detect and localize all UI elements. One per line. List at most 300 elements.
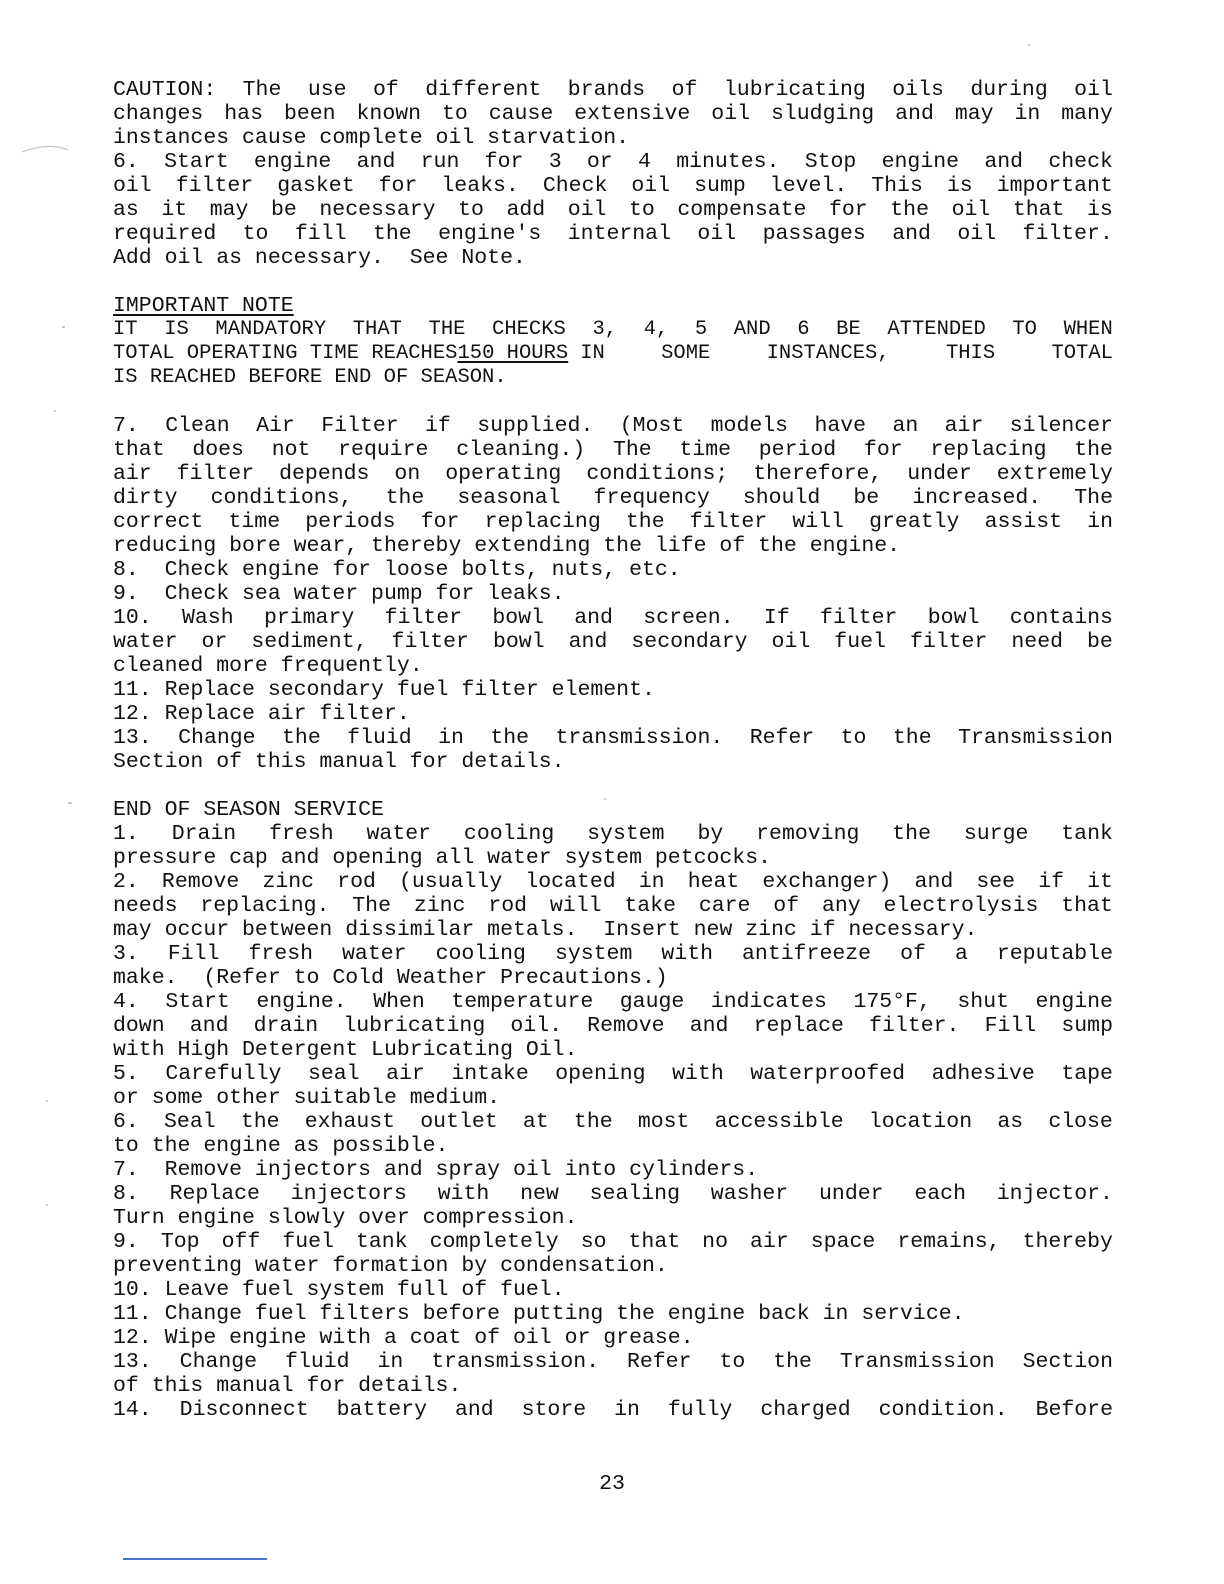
word: sludging bbox=[770, 102, 875, 126]
word: contains bbox=[1009, 606, 1113, 630]
word: Before bbox=[1035, 1398, 1113, 1422]
eos-step9-line-2: preventing water formation by condensation. bbox=[113, 1254, 668, 1278]
word: sump bbox=[694, 174, 746, 198]
word: IT bbox=[113, 318, 138, 341]
word: tank bbox=[1061, 822, 1113, 846]
word: new bbox=[520, 1182, 559, 1206]
word: if bbox=[1038, 870, 1065, 894]
eos-step1-line-2: pressure cap and opening all water system petcocks. bbox=[113, 846, 772, 870]
word: (usually bbox=[399, 870, 503, 894]
word: TO bbox=[1012, 318, 1037, 341]
word: be bbox=[853, 486, 880, 510]
eos-step6-line-1 bbox=[113, 1110, 1113, 1134]
word: electrolysis bbox=[883, 894, 1039, 918]
word: fresh bbox=[269, 822, 334, 846]
word: engine bbox=[881, 150, 960, 174]
word: SOME bbox=[661, 342, 711, 365]
word: Section bbox=[1022, 1350, 1113, 1374]
word: under bbox=[907, 462, 972, 486]
word: 2. bbox=[113, 870, 139, 894]
word: the bbox=[892, 726, 932, 750]
word: store bbox=[521, 1398, 587, 1422]
word: oils bbox=[892, 78, 944, 102]
eos-step2-line-2 bbox=[113, 894, 1113, 918]
word: needs bbox=[113, 894, 178, 918]
eos-step5-line-2: or some other suitable medium. bbox=[113, 1086, 501, 1110]
word: battery bbox=[336, 1398, 427, 1422]
word: for bbox=[420, 510, 460, 534]
word: off bbox=[221, 1230, 261, 1254]
word: and bbox=[895, 102, 934, 126]
step10-line-2 bbox=[113, 630, 1113, 654]
word: filter bbox=[176, 462, 255, 486]
word: gauge bbox=[619, 990, 685, 1014]
word: location bbox=[868, 1110, 973, 1134]
word: conditions; bbox=[586, 462, 729, 486]
word: BE bbox=[836, 318, 861, 341]
word: by bbox=[697, 822, 724, 846]
word: greatly bbox=[869, 510, 960, 534]
important-note-line-2-start: TOTAL OPERATING TIME REACHES bbox=[113, 342, 458, 365]
step10-line-3: cleaned more frequently. bbox=[113, 654, 423, 678]
word: the bbox=[240, 1110, 280, 1134]
eos-step3-line-2: make. (Refer to Cold Weather Precautions.) bbox=[113, 966, 668, 990]
word: Top bbox=[160, 1230, 200, 1254]
word: supplied. bbox=[477, 414, 594, 438]
word: filter. bbox=[1022, 222, 1113, 246]
scan-speck bbox=[46, 1204, 48, 1206]
caution-line-2 bbox=[113, 102, 1113, 126]
eos-step13-line-1 bbox=[113, 1350, 1113, 1374]
word: heat bbox=[687, 870, 740, 894]
word: the bbox=[490, 726, 530, 750]
word: the bbox=[573, 1110, 613, 1134]
word: air bbox=[386, 1062, 425, 1086]
word: filter bbox=[384, 606, 463, 630]
word: in bbox=[1014, 102, 1041, 126]
word: Remove bbox=[587, 1014, 665, 1038]
word: been bbox=[283, 102, 336, 126]
word: exchanger) bbox=[762, 870, 892, 894]
word: antifreeze bbox=[742, 942, 872, 966]
scan-speck bbox=[604, 798, 606, 800]
word: (Most bbox=[619, 414, 685, 438]
scan-speck bbox=[68, 802, 72, 804]
word: and bbox=[568, 630, 608, 654]
word: seasonal bbox=[457, 486, 561, 510]
word: adhesive bbox=[931, 1062, 1035, 1086]
word: important bbox=[996, 174, 1113, 198]
word: replacing. bbox=[200, 894, 330, 918]
word: add bbox=[506, 198, 546, 222]
word: Wash bbox=[182, 606, 234, 630]
word: space bbox=[810, 1230, 876, 1254]
word: Replace bbox=[169, 1182, 260, 1206]
word: Refer bbox=[749, 726, 815, 750]
word: filter bbox=[175, 174, 254, 198]
word: for bbox=[829, 198, 868, 222]
word: on bbox=[394, 462, 421, 486]
word: IN bbox=[580, 342, 605, 365]
word: 7. bbox=[113, 414, 139, 438]
word: temperature bbox=[451, 990, 594, 1014]
word: screen. bbox=[643, 606, 734, 630]
word: with bbox=[437, 1182, 490, 1206]
word: cleaning.) bbox=[456, 438, 586, 462]
word: Refer bbox=[626, 1350, 692, 1374]
word: fuel bbox=[282, 1230, 334, 1254]
step12-line: 12. Replace air filter. bbox=[113, 702, 410, 726]
word: exhaust bbox=[304, 1110, 396, 1134]
word: extensive bbox=[574, 102, 691, 126]
word: If bbox=[763, 606, 790, 630]
word: This bbox=[871, 174, 923, 198]
step7-line-6: reducing bore wear, thereby extending the life of the engine. bbox=[113, 534, 901, 558]
word: INSTANCES, bbox=[766, 342, 890, 365]
word: period bbox=[758, 438, 837, 462]
word: internal bbox=[567, 222, 671, 246]
word: and bbox=[454, 1398, 494, 1422]
important-note-hours: 150 HOURS bbox=[457, 342, 569, 365]
word: gasket bbox=[277, 174, 355, 198]
step6-line-3 bbox=[113, 198, 1113, 222]
word: Transmission bbox=[958, 726, 1113, 750]
word: fuel bbox=[834, 630, 886, 654]
word: or bbox=[586, 150, 613, 174]
word: injectors bbox=[290, 1182, 407, 1206]
word: of bbox=[671, 78, 698, 102]
eos-step8-line-2: Turn engine slowly over compression. bbox=[113, 1206, 578, 1230]
word: TOTAL bbox=[1051, 342, 1113, 365]
word: WHEN bbox=[1063, 318, 1113, 341]
word: changes bbox=[113, 102, 204, 126]
step7-line-5 bbox=[113, 510, 1113, 534]
word: rod bbox=[337, 870, 376, 894]
word: time bbox=[228, 510, 281, 534]
word: models bbox=[710, 414, 789, 438]
word: 14. bbox=[113, 1398, 152, 1422]
word: and bbox=[914, 870, 954, 894]
word: seal bbox=[307, 1062, 360, 1086]
word: to bbox=[242, 222, 269, 246]
word: cooling bbox=[435, 942, 526, 966]
word: 6 bbox=[797, 318, 810, 341]
word: the bbox=[1074, 438, 1113, 462]
word: air bbox=[113, 462, 152, 486]
eos-step11-line: 11. Change fuel filters before putting the engine back in service. bbox=[113, 1302, 965, 1326]
word: oil bbox=[711, 102, 751, 126]
word: Filter bbox=[321, 414, 399, 438]
word: the bbox=[625, 510, 665, 534]
word: replacing bbox=[484, 510, 601, 534]
word: bowl bbox=[492, 606, 544, 630]
word: that bbox=[113, 438, 165, 462]
word: 175°F, bbox=[853, 990, 931, 1014]
word: filter bbox=[909, 630, 988, 654]
word: sealing bbox=[589, 1182, 680, 1206]
word: known bbox=[356, 102, 422, 126]
word: Seal bbox=[164, 1110, 216, 1134]
word: during bbox=[970, 78, 1048, 102]
word: fluid bbox=[285, 1350, 350, 1374]
word: sediment, bbox=[251, 630, 368, 654]
word: 6. bbox=[113, 150, 139, 174]
word: so bbox=[580, 1230, 607, 1254]
word: drain bbox=[253, 1014, 319, 1038]
word: that bbox=[1012, 198, 1065, 222]
word: thereby bbox=[1022, 1230, 1113, 1254]
step7-line-3 bbox=[113, 462, 1113, 486]
word: the bbox=[892, 822, 931, 846]
word: washer bbox=[710, 1182, 789, 1206]
word: should bbox=[742, 486, 821, 510]
eos-step8-line-1 bbox=[113, 1182, 1113, 1206]
important-note-line-3: IS REACHED BEFORE END OF SEASON. bbox=[113, 366, 507, 389]
important-note-heading bbox=[113, 294, 1113, 318]
eos-step4-line-3: with High Detergent Lubricating Oil. bbox=[113, 1038, 578, 1062]
word: run bbox=[420, 150, 460, 174]
word: a bbox=[954, 942, 968, 966]
word: The bbox=[242, 78, 282, 102]
word: shut bbox=[957, 990, 1009, 1014]
word: Start bbox=[164, 150, 229, 174]
word: waterproofed bbox=[750, 1062, 906, 1086]
important-note-title: IMPORTANT NOTE bbox=[113, 294, 294, 318]
eos-step4-line-1 bbox=[113, 990, 1113, 1014]
word: oil bbox=[1074, 78, 1113, 102]
word: oil bbox=[957, 222, 997, 246]
word: necessary bbox=[319, 198, 436, 222]
word: therefore, bbox=[753, 462, 883, 486]
word: 10. bbox=[113, 606, 152, 630]
word: care bbox=[698, 894, 751, 918]
word: sump bbox=[1061, 1014, 1113, 1038]
word: different bbox=[425, 78, 542, 102]
word: oil bbox=[771, 630, 811, 654]
caution-line-3: instances cause complete oil starvation. bbox=[113, 126, 630, 150]
word: time bbox=[679, 438, 732, 462]
word: removing bbox=[756, 822, 860, 846]
word: fully bbox=[667, 1398, 733, 1422]
word: of bbox=[773, 894, 800, 918]
word: bowl bbox=[927, 606, 980, 630]
word: may bbox=[954, 102, 994, 126]
word: Remove bbox=[161, 870, 240, 894]
word: any bbox=[821, 894, 861, 918]
word: Stop bbox=[804, 150, 857, 174]
word: need bbox=[1011, 630, 1063, 654]
word: filter. bbox=[869, 1014, 960, 1038]
word: that bbox=[628, 1230, 681, 1254]
word: surge bbox=[963, 822, 1029, 846]
end-of-season-heading: END OF SEASON SERVICE bbox=[113, 798, 384, 822]
word: 13. bbox=[113, 1350, 152, 1374]
word: the bbox=[773, 1350, 812, 1374]
word: primary bbox=[263, 606, 355, 630]
word: reputable bbox=[996, 942, 1113, 966]
word: rod bbox=[488, 894, 528, 918]
word: 5 bbox=[694, 318, 708, 341]
word: to bbox=[458, 198, 484, 222]
word: tape bbox=[1061, 1062, 1113, 1086]
word: oil bbox=[631, 174, 671, 198]
step13-line-2: Section of this manual for details. bbox=[113, 750, 565, 774]
eos-step12-line: 12. Wipe engine with a coat of oil or grease. bbox=[113, 1326, 694, 1350]
step6-line-5: Add oil as necessary. See Note. bbox=[113, 246, 526, 270]
word: passages bbox=[762, 222, 866, 246]
word: oil bbox=[567, 198, 607, 222]
scan-mark bbox=[20, 140, 90, 200]
eos-step7-line: 7. Remove injectors and spray oil into cylinders. bbox=[113, 1158, 759, 1182]
word: for bbox=[378, 174, 418, 198]
word: take bbox=[624, 894, 676, 918]
important-note-line-2 bbox=[113, 342, 1113, 366]
word: will bbox=[792, 510, 844, 534]
word: fill bbox=[294, 222, 347, 246]
word: level. bbox=[769, 174, 848, 198]
word: with bbox=[661, 942, 713, 966]
word: the bbox=[890, 198, 929, 222]
word: Clean bbox=[165, 414, 230, 438]
word: Drain bbox=[171, 822, 237, 846]
word: check bbox=[1048, 150, 1113, 174]
word: in bbox=[377, 1350, 404, 1374]
important-note-line-2-end bbox=[580, 342, 1113, 366]
word: assist bbox=[984, 510, 1063, 534]
word: 1. bbox=[113, 822, 139, 846]
word: 13. bbox=[113, 726, 152, 750]
word: The bbox=[1074, 486, 1113, 510]
word: zinc bbox=[262, 870, 315, 894]
eos-step1-line-1 bbox=[113, 822, 1113, 846]
word: and bbox=[892, 222, 931, 246]
word: down bbox=[113, 1014, 165, 1038]
scan-speck bbox=[54, 410, 56, 412]
word: many bbox=[1061, 102, 1113, 126]
word: Disconnect bbox=[179, 1398, 309, 1422]
word: indicates bbox=[710, 990, 827, 1014]
word: filter bbox=[391, 630, 469, 654]
word: Carefully bbox=[165, 1062, 282, 1086]
word: 8. bbox=[113, 1182, 139, 1206]
word: dirty bbox=[113, 486, 178, 510]
eos-step13-line-2: of this manual for details. bbox=[113, 1374, 462, 1398]
word: IS bbox=[164, 318, 189, 341]
word: secondary bbox=[631, 630, 748, 654]
word: bowl bbox=[493, 630, 545, 654]
word: compensate bbox=[677, 198, 807, 222]
word: filter bbox=[689, 510, 768, 534]
scan-speck bbox=[62, 326, 65, 328]
word: require bbox=[338, 438, 429, 462]
word: periods bbox=[305, 510, 396, 534]
word: correct bbox=[113, 510, 204, 534]
step10-line-1 bbox=[113, 606, 1113, 630]
word: that bbox=[1061, 894, 1113, 918]
word: is bbox=[946, 174, 973, 198]
word: CHECKS bbox=[492, 318, 566, 341]
word: located bbox=[525, 870, 616, 894]
word: 4. bbox=[113, 990, 139, 1014]
word: air bbox=[944, 414, 984, 438]
word: will bbox=[549, 894, 602, 918]
step13-line-1 bbox=[113, 726, 1113, 750]
word: at bbox=[522, 1110, 549, 1134]
word: condition. bbox=[878, 1398, 1008, 1422]
word: zinc bbox=[413, 894, 466, 918]
word: THAT bbox=[352, 318, 402, 341]
word: under bbox=[819, 1182, 884, 1206]
word: has bbox=[224, 102, 263, 126]
word: tank bbox=[355, 1230, 408, 1254]
word: remains, bbox=[897, 1230, 1001, 1254]
word: Change bbox=[179, 1350, 258, 1374]
word: cooling bbox=[463, 822, 555, 846]
word: intake bbox=[451, 1062, 529, 1086]
word: increased. bbox=[912, 486, 1042, 510]
word: extremely bbox=[996, 462, 1113, 486]
caution-line-1 bbox=[113, 78, 1113, 102]
word: close bbox=[1048, 1110, 1113, 1134]
step6-line-4 bbox=[113, 222, 1113, 246]
word: oil bbox=[113, 174, 152, 198]
word: injector. bbox=[996, 1182, 1113, 1206]
word: the bbox=[372, 222, 412, 246]
word: opening bbox=[555, 1062, 646, 1086]
scan-speck bbox=[1028, 44, 1030, 46]
word: as bbox=[997, 1110, 1024, 1134]
word: have bbox=[814, 414, 867, 438]
word: and bbox=[189, 1014, 229, 1038]
eos-step2-line-1 bbox=[113, 870, 1113, 894]
word: air bbox=[750, 1230, 789, 1254]
word: it bbox=[1087, 870, 1113, 894]
important-note-line-1 bbox=[113, 318, 1113, 342]
word: 4 bbox=[638, 150, 651, 174]
word: of bbox=[372, 78, 399, 102]
step8-line: 8. Check engine for loose bolts, nuts, etc. bbox=[113, 558, 681, 582]
word: 6. bbox=[113, 1110, 139, 1134]
word: 3 bbox=[548, 150, 562, 174]
word: each bbox=[914, 1182, 966, 1206]
footer-rule bbox=[123, 1558, 267, 1560]
word: engine bbox=[253, 150, 332, 174]
eos-step6-line-2: to the engine as possible. bbox=[113, 1134, 449, 1158]
step7-line-2 bbox=[113, 438, 1113, 462]
word: if bbox=[425, 414, 451, 438]
eos-step2-line-3: may occur between dissimilar metals. Insert new zinc if necessary. bbox=[113, 918, 978, 942]
word: system bbox=[554, 942, 633, 966]
word: fresh bbox=[248, 942, 313, 966]
word: lubricating bbox=[343, 1014, 486, 1038]
word: Air bbox=[256, 414, 295, 438]
word: oil bbox=[951, 198, 991, 222]
word: accessible bbox=[714, 1110, 844, 1134]
word: water bbox=[342, 942, 407, 966]
word: 4, bbox=[643, 318, 669, 341]
word: or bbox=[201, 630, 228, 654]
word: ATTENDED bbox=[887, 318, 986, 341]
eos-step10-line: 10. Leave fuel system full of fuel. bbox=[113, 1278, 565, 1302]
word: The bbox=[352, 894, 391, 918]
word: When bbox=[373, 990, 425, 1014]
word: be bbox=[1087, 630, 1113, 654]
word: depends bbox=[279, 462, 370, 486]
step11-line: 11. Replace secondary fuel filter element. bbox=[113, 678, 655, 702]
word: engine's bbox=[438, 222, 542, 246]
eos-step14-line-1 bbox=[113, 1398, 1113, 1422]
word: MANDATORY bbox=[215, 318, 327, 341]
